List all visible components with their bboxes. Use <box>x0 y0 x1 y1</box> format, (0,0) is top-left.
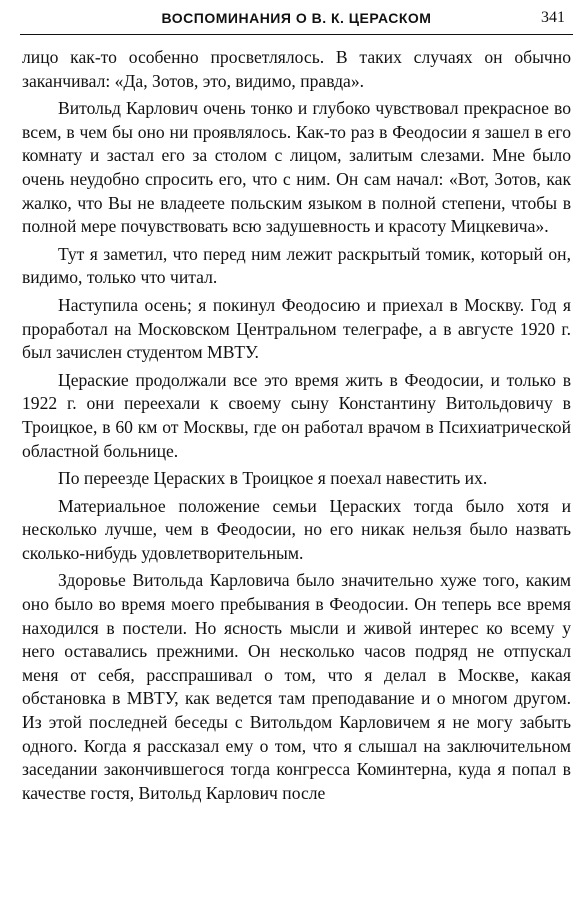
paragraph: Тут я заметил, что перед ним лежит раскрытый томик, который он, видимо, только что читал. <box>22 243 571 288</box>
running-head <box>20 0 573 35</box>
page-number: 341 <box>541 9 565 26</box>
body-text <box>22 46 571 809</box>
running-title: ВОСПОМИНАНИЯ О В. К. ЦЕРАСКОМ <box>161 10 432 26</box>
paragraph: Наступила осень; я покинул Феодосию и приехал в Москву. Год я проработал на Московском Центральном телеграфе, а в августе 1920 г. был зачислен студентом МВТУ. <box>22 294 571 363</box>
paragraph: Материальное положение семьи Цераских тогда было хотя и несколько лучше, чем в Феодосии, но его никак нельзя было назвать сколько-нибудь удовлетворительным. <box>22 495 571 563</box>
paragraph: Витольд Карлович очень тонко и глубоко чувствовал прекрасное во всем, в чем бы оно ни проявлялось. Как-то раз в Феодосии я зашел в его комнату и застал его за столом с лицом, залитым слезами. Мне было очень неудобно спросить его, что с ним. Он сам начал: «Вот, Зотов, как жалко, что Вы не владеете польским языком в полной степени, чтобы в полной мере почувствовать всю задушевность и красоту Мицкевича». <box>22 98 571 237</box>
paragraph: Здоровье Витольда Карловича было значительно хуже того, каким оно было во время моего пребывания в Феодосии. Он теперь все время находился в постели. Но ясность мысли и живой интерес ко всему у него оставались прежними. Он несколько часов подряд не отпускал меня от себя, расспрашивал о том, что я делал в Москве, какая обстановка в МВТУ, как ведется там преподавание и о многом другом. Из этой последней беседы с Витольдом Карловичем я не могу забыть одного. Когда я рассказал ему о том, что я слышал на заключительном заседании закончившегося тогда конгресса Коминтерна, куда я попал в качестве гостя, Витольд Карлович после <box>22 570 571 803</box>
paragraph: Цераские продолжали все это время жить в Феодосии, и только в 1922 г. они переехали к своему сыну Константину Витольдовичу в Троицкое, в 60 км от Москвы, где он работал врачом в Психиатрической областной больнице. <box>22 369 571 461</box>
paragraph: По переезде Цераских в Троицкое я поехал навестить их. <box>58 468 488 489</box>
paragraph: лицо как-то особенно просветлялось. В таких случаях он обычно заканчивал: «Да, Зотов, это, видимо, правда». <box>22 47 571 91</box>
